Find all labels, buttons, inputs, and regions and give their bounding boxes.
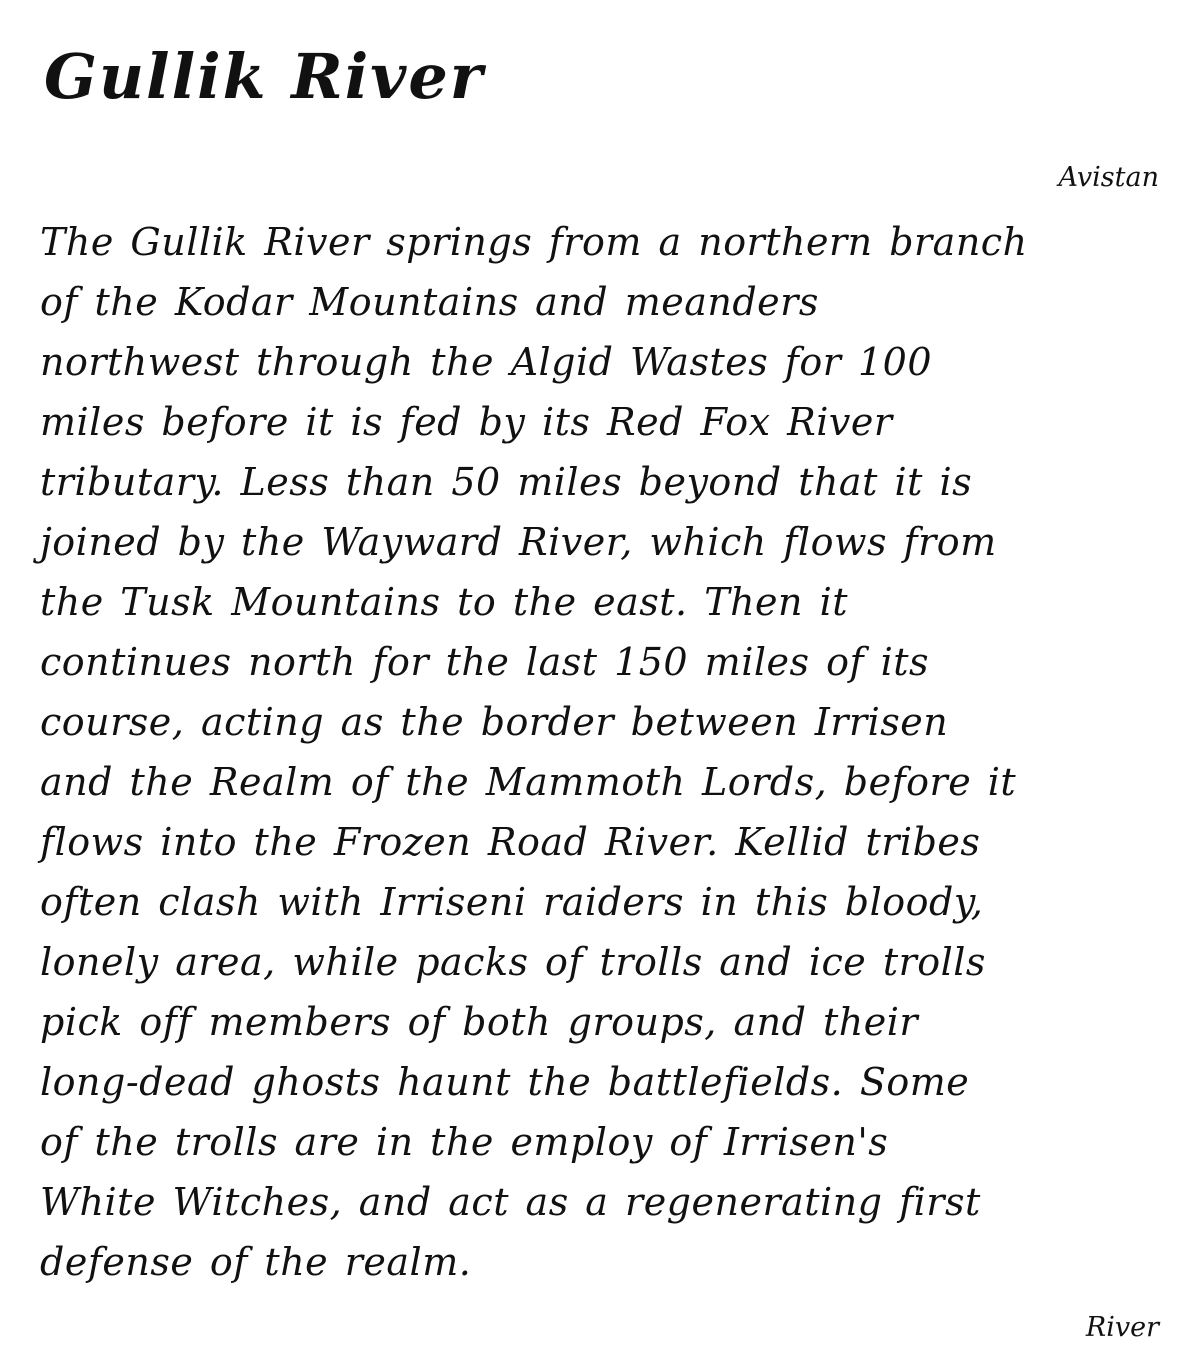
body-line: joined by the Wayward River, which flows from [40,520,997,564]
body-line: defense of the realm. [40,1240,472,1284]
body-line: tributary. Less than 50 miles beyond that it is [40,460,973,504]
article-title: Gullik River [44,40,485,113]
article-body [40,212,1170,1292]
body-line: northwest through the Algid Wastes for 100 [40,340,933,384]
region-tag: Avistan [1058,162,1159,193]
body-line: lonely area, while packs of trolls and ice trolls [40,940,986,984]
body-line: flows into the Frozen Road River. Kellid tribes [40,820,981,864]
category-tag: River [1085,1312,1159,1343]
body-line: of the Kodar Mountains and meanders [40,280,819,324]
body-line: and the Realm of the Mammoth Lords, before it [40,760,1017,804]
body-line: miles before it is fed by its Red Fox River [40,400,893,444]
body-line: The Gullik River springs from a northern branch [40,220,1028,264]
body-line: of the trolls are in the employ of Irrisen's [40,1120,889,1164]
body-line: White Witches, and act as a regenerating first [40,1180,981,1224]
body-line: often clash with Irriseni raiders in this bloody, [40,880,984,924]
body-line: the Tusk Mountains to the east. Then it [40,580,849,624]
body-line: course, acting as the border between Irrisen [40,700,949,744]
body-line: long-dead ghosts haunt the battlefields. Some [40,1060,970,1104]
body-line: continues north for the last 150 miles of its [40,640,930,684]
body-line: pick off members of both groups, and their [40,1000,919,1044]
